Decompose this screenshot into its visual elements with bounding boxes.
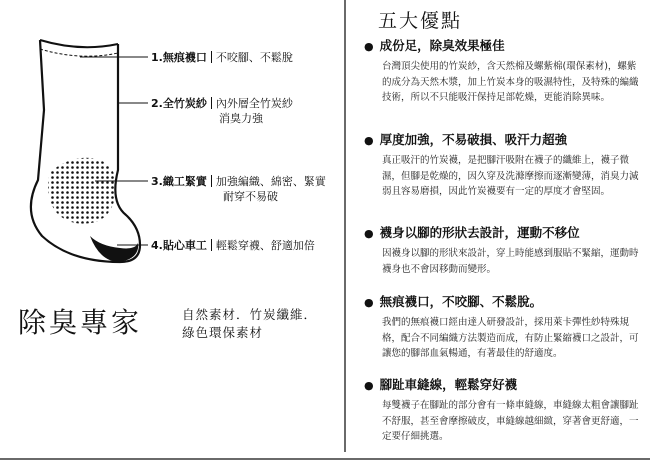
brand-desc-line: 自然素材．竹炭纖維． [182, 307, 318, 322]
vertical-divider [344, 0, 346, 452]
feature-item [364, 38, 644, 106]
callout-text: 輕鬆穿襪、舒適加倍 [215, 239, 315, 252]
feature-body: 台灣頂尖使用的竹炭紗，含天然棉及螺紫棉(環保素材)，螺紫的成分為天然木漿，加上竹炭本身的吸濕特性，及特殊的編織技術，所以不只能吸汗保持足部乾燥，更能消除異味。 [382, 61, 639, 103]
feature-item [364, 225, 644, 277]
feature-body: 真正吸汗的竹炭襪，是把腳汗吸附在襪子的纖維上，襪子微濕，但腳是乾燥的，因久穿及洗滌摩擦而逐漸變薄，消臭力減弱且容易磨損，因此竹炭襪要有一定的厚度才會堅固。 [382, 155, 639, 197]
bullet-icon: ● [364, 134, 374, 147]
sock-illustration [0, 0, 350, 300]
feature-heading [364, 294, 644, 311]
callout-number: 3.織工緊實 [151, 175, 207, 188]
feature-item [364, 294, 644, 362]
feature-heading [364, 225, 644, 242]
callout-subtext: 耐穿不易破 [223, 190, 278, 203]
separator [211, 51, 212, 63]
feature-item [364, 132, 644, 200]
callout-number: 4.貼心車工 [151, 239, 207, 252]
callout-text: 不咬腳、不鬆脫 [215, 51, 293, 64]
feature-title: 厚度加強，不易破損、吸汗力超強 [379, 132, 568, 147]
separator [211, 239, 212, 251]
feature-title: 腳趾車縫線，輕鬆穿好襪 [379, 377, 518, 392]
separator [211, 97, 212, 109]
bullet-icon: ● [364, 296, 374, 309]
callout-text: 加強編織、綿密、緊實 [215, 175, 326, 188]
feature-heading [364, 38, 644, 55]
bullet-icon: ● [364, 379, 374, 392]
callout-number: 2.全竹炭紗 [151, 97, 207, 110]
feature-title: 襪身以腳的形狀去設計，運動不移位 [379, 225, 580, 240]
brand-description [182, 306, 317, 342]
brand-title: 除臭專家 [18, 306, 143, 339]
feature-heading [364, 377, 644, 394]
callout-text: 內外層全竹炭紗 [215, 97, 293, 110]
brand-desc-line: 綠色環保素材 [182, 325, 264, 340]
callout-subtext: 消臭力強 [219, 112, 263, 125]
bottom-divider [0, 458, 650, 460]
feature-title: 無痕襪口，不咬腳、不鬆脫。 [379, 294, 543, 309]
separator [211, 175, 212, 187]
feature-body: 每雙襪子在腳趾的部分會有一條車縫線，車縫線太粗會讓腳趾不舒服，甚至會摩擦破皮，車縫線越細緻，穿著會更舒適，一定要仔細挑選。 [382, 400, 639, 442]
feature-body: 我們的無痕襪口經由達人研發設計，採用萊卡彈性紗特殊規格，配合不同編織方法製造而成，有防止緊縮襪口之設計，可讓您的腳部血氣暢通，有著最佳的舒適度。 [382, 317, 639, 359]
advantages-title: 五大優點 [378, 10, 463, 32]
feature-body: 因襪身以腳的形狀來設計，穿上時能感到服貼不緊縮，運動時襪身也不會因移動而變形。 [382, 248, 639, 275]
feature-heading [364, 132, 644, 149]
feature-item [364, 377, 644, 445]
callout-weave [151, 174, 326, 204]
callout-number: 1.無痕襪口 [151, 51, 207, 64]
callout-bamboo-yarn [151, 96, 293, 126]
callout-cuff [151, 50, 293, 65]
bullet-icon: ● [364, 227, 374, 240]
callout-seam [151, 238, 315, 253]
feature-title: 成份足，除臭效果極佳 [379, 38, 505, 53]
bullet-icon: ● [364, 40, 374, 53]
